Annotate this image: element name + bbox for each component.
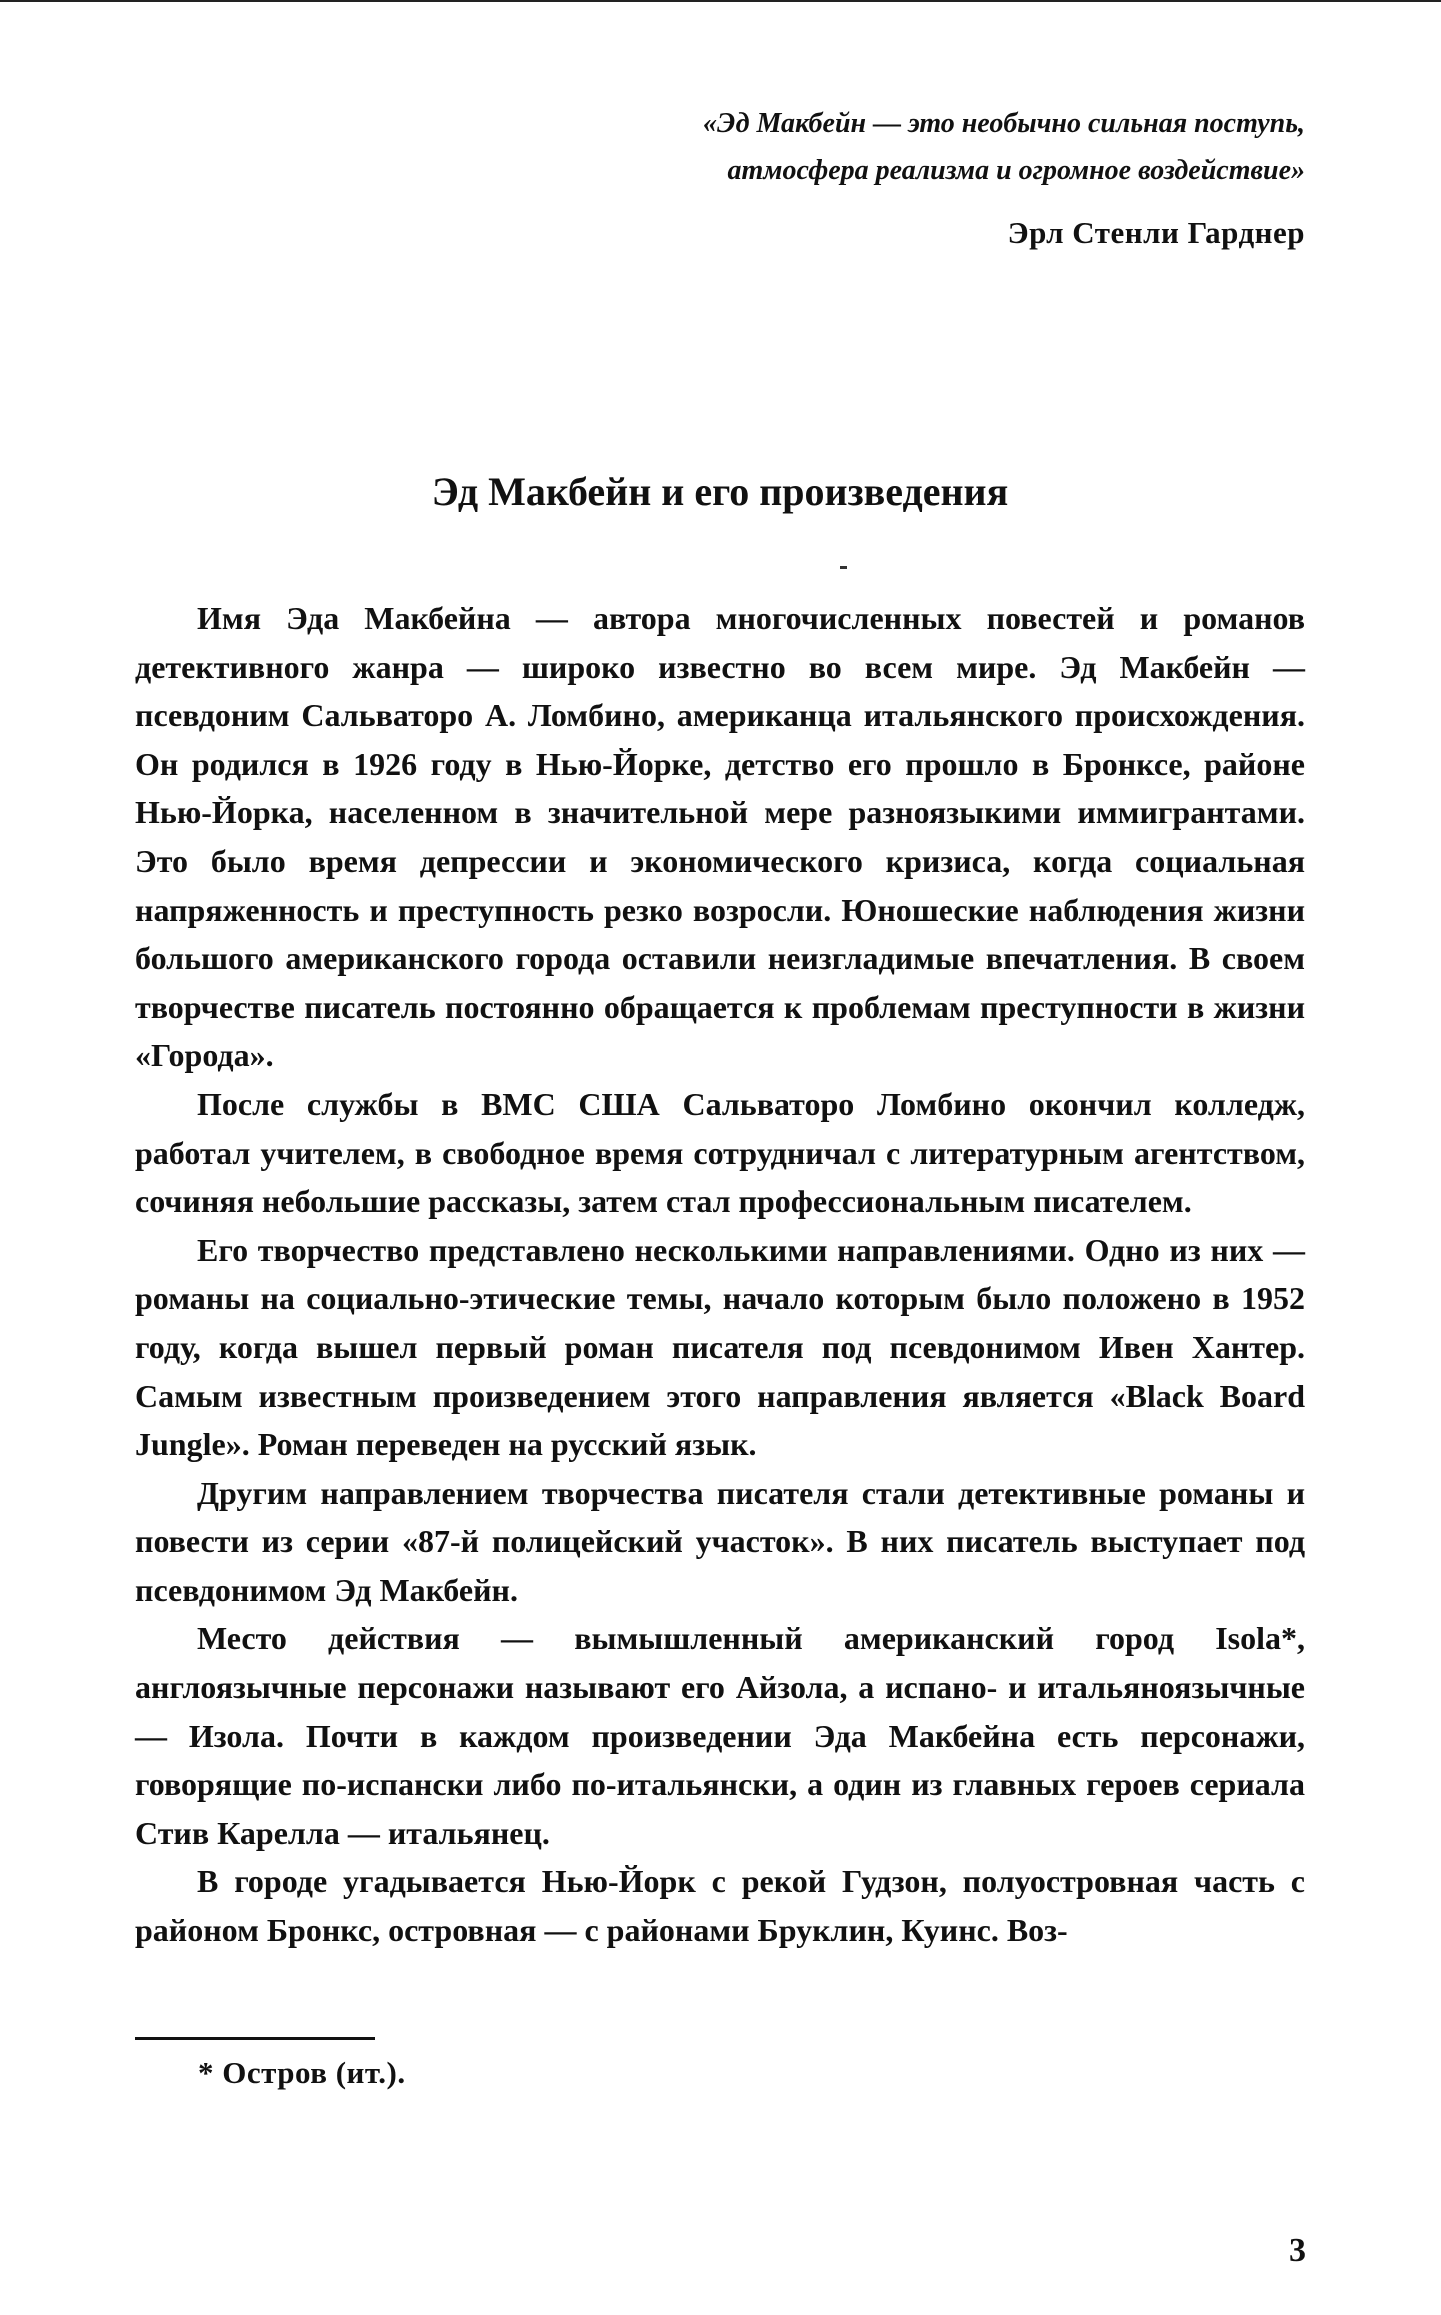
footnote: * Остров (ит.).	[198, 2055, 406, 2090]
epigraph-line-2: атмосфера реализма и огромное воздействие»	[727, 155, 1305, 186]
print-speck	[840, 566, 847, 569]
epigraph-quote	[703, 100, 1305, 194]
footnote-divider	[135, 2037, 375, 2040]
page-number: 3	[1289, 2232, 1306, 2269]
paragraph-1: Имя Эда Макбейна — автора многочисленных повестей и романов детективного жанра — широко известно во всем мире. Эд Макбейн — псевдоним Сальваторо А. Ломбино, американца итальянского происхождения. Он родился в 1926 году в Нью-Йорке, детство его прошло в Бронксе, районе Нью-Йорка, населенном в значительной мере разноязыкими иммигрантами. Это было время депрессии и экономического кризиса, когда социальная напряженность и преступность резко возросли. Юношеские наблюдения жизни большого американского города оставили неизгладимые впечатления. В своем творчестве писатель постоянно обращается к проблемам преступности в жизни «Города».	[135, 600, 1305, 1074]
paragraph-3: Его творчество представлено несколькими направлениями. Одно из них — романы на социально-этические темы, начало которым было положено в 1952 году, когда вышел первый роман писателя под псевдонимом Ивен Хантер. Самым известным произведением этого направления является «Black Board Jungle». Роман переведен на русский язык.	[135, 1231, 1305, 1463]
article-body	[135, 594, 1305, 1955]
epigraph-line-1: «Эд Макбейн — это необычно сильная поступь,	[703, 108, 1305, 139]
epigraph-author: Эрл Стенли Гарднер	[1007, 215, 1305, 250]
paragraph-6: В городе угадывается Нью-Йорк с рекой Гудзон, полуостровная часть с районом Бронкс, островная — с районами Бруклин, Куинс. Воз-	[135, 1863, 1305, 1949]
paragraph-5: Место действия — вымышленный американский город Isola*, англоязычные персонажи называют его Айзола, а испано- и итальяноязычные — Изола. Почти в каждом произведении Эда Макбейна есть персонажи, говорящие по-испански либо по-итальянски, а один из главных героев сериала Стив Карелла — итальянец.	[135, 1620, 1305, 1851]
article-title: Эд Макбейн и его произведения	[431, 469, 1009, 514]
top-border-line	[0, 0, 1441, 2]
paragraph-2: После службы в ВМС США Сальваторо Ломбино окончил колледж, работал учителем, в свободное время сотрудничал с литературным агентством, сочиняя небольшие рассказы, затем стал профессиональным писателем.	[135, 1085, 1305, 1220]
paragraph-4: Другим направлением творчества писателя стали детективные романы и повести из серии «87-й полицейский участок». В них писатель выступает под псевдонимом Эд Макбейн.	[135, 1474, 1305, 1608]
